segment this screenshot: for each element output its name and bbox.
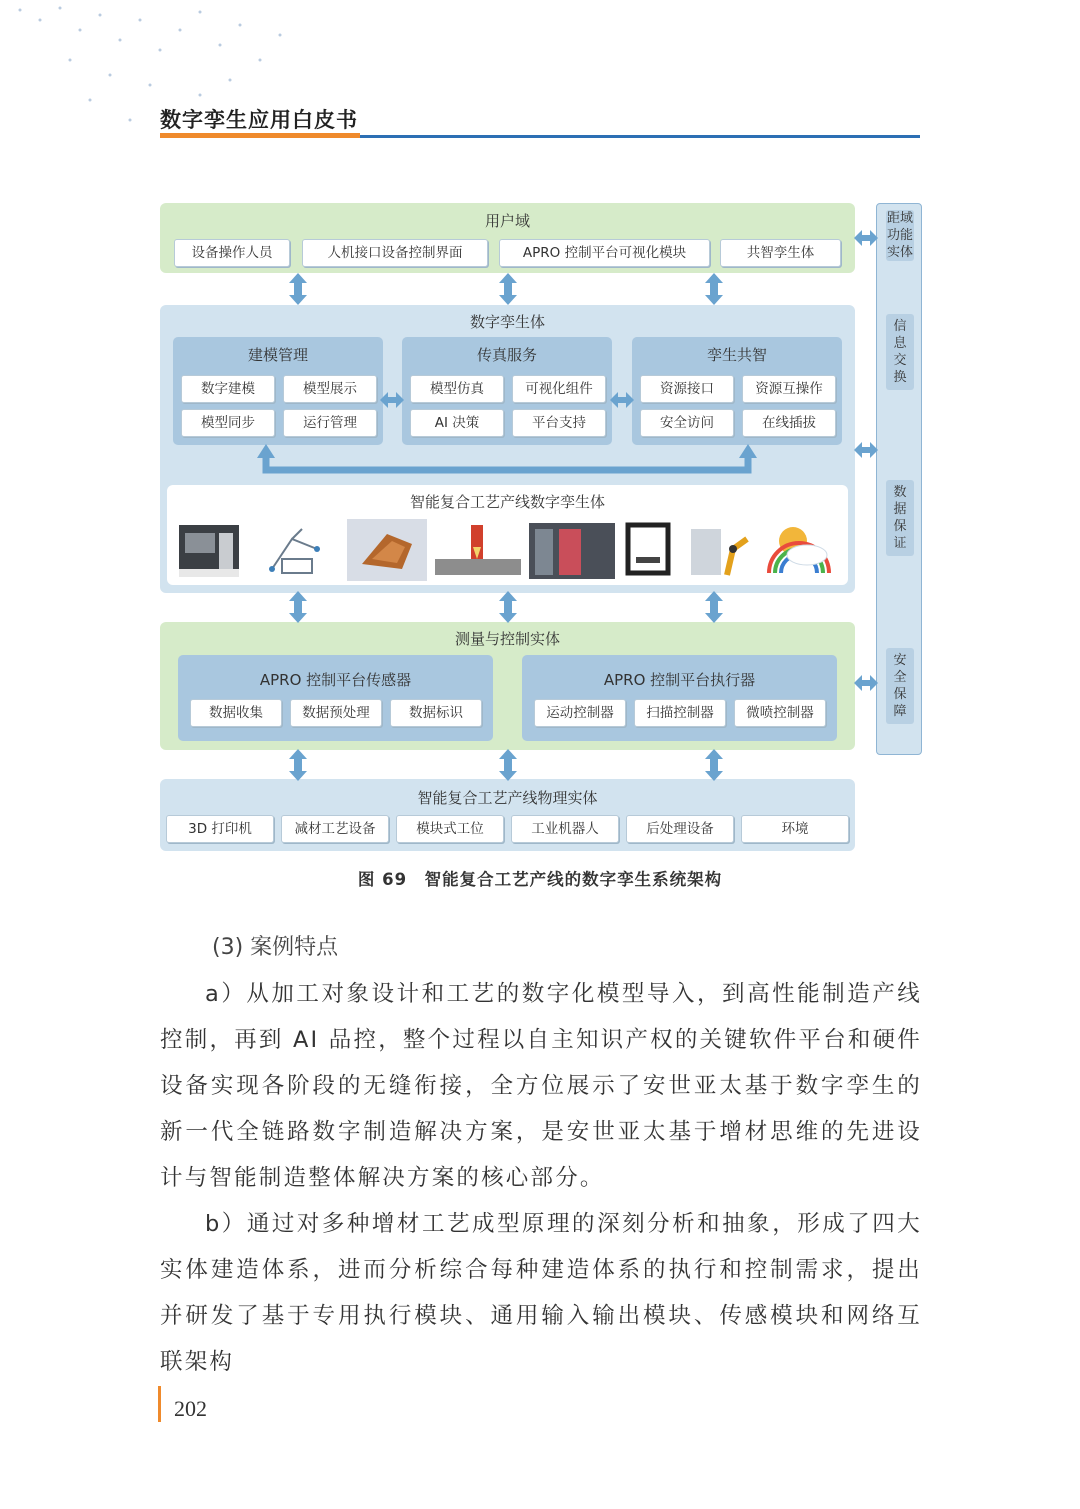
physical-item: 环境 [741,815,849,843]
twin-item: 模型同步 [181,409,275,437]
twin-item: 安全访问 [640,409,734,437]
side-item-security: 安全保障 [886,648,914,724]
up-down-arrow [289,749,307,781]
sensor-item: 数据标识 [390,699,482,727]
group-title: APRO 控制平台执行器 [603,671,756,689]
user-item: 人机接口设备控制界面 [302,239,488,267]
physical-item: 工业机器人 [511,815,619,843]
twin-item: 数字建模 [181,375,275,403]
physical-item: 模块式工位 [396,815,504,843]
group-title: 传真服务 [476,346,537,364]
twin-item: 资源接口 [640,375,734,403]
side-item-info-exchange: 信息交换 [886,314,914,390]
actuator-item: 扫描控制器 [634,699,726,727]
group-title: 建模管理 [247,346,308,364]
up-down-arrow [499,591,517,623]
left-right-arrow [854,442,878,458]
user-item: 共智孪生体 [720,239,841,267]
up-down-arrow [289,591,307,623]
page-number: 202 [174,1396,207,1421]
measure-control-title: 测量与控制实体 [454,630,560,648]
side-item-remote-function: 距域功能实体 [886,211,913,260]
section-title: (3) 案例特点 [212,935,339,960]
up-down-arrow [289,273,307,305]
production-line-title: 智能复合工艺产线数字孪生体 [409,493,605,511]
twin-item: 模型仿真 [410,375,504,403]
twin-item: 可视化组件 [512,375,606,403]
twin-item: 在线插拔 [742,409,836,437]
side-item-data-assurance: 数据保证 [886,480,914,556]
up-down-arrow [705,749,723,781]
left-right-arrow [610,392,634,408]
digital-twin-title: 数字孪生体 [469,313,545,331]
group-title: APRO 控制平台传感器 [259,671,412,689]
twin-item: 资源互操作 [742,375,836,403]
user-domain-title: 用户域 [484,212,530,230]
user-item: APRO 控制平台可视化模块 [499,239,710,267]
actuator-item: 运动控制器 [534,699,626,727]
up-down-arrow [499,273,517,305]
page-number-accent [158,1386,161,1422]
up-down-arrow [705,273,723,305]
twin-item: AI 决策 [410,409,504,437]
twin-item: 平台支持 [512,409,606,437]
figure-caption: 图 69 智能复合工艺产线的数字孪生系统架构 [357,870,723,889]
paragraph: b）通过对多种增材工艺成型原理的深刻分析和抽象，形成了四大实体建造体系，进而分析综合每种建造体系的执行和控制需求，提出并研发了基于专用执行模块、通用输入输出模块、传感模块和网络互联架构 [160,1211,922,1375]
physical-item: 3D 打印机 [166,815,274,843]
physical-item: 后处理设备 [626,815,734,843]
header-title: 数字孪生应用白皮书 [160,108,358,132]
sensor-item: 数据预处理 [290,699,382,727]
group-connector-arrow [257,444,757,470]
left-right-arrow [380,392,404,408]
paragraph: a）从加工对象设计和工艺的数字化模型导入，到高性能制造产线控制，再到 AI 品控，整个过程以自主知识产权的关键软件平台和硬件设备实现各阶段的无缝衔接，全方位展示了安世亚太基于数字孪生的新一代全链路数字制造解决方案，是安世亚太基于增材思维的先进设计与智能制造整体解决方案的核心部分。 [160,981,922,1191]
physical-entity-title: 智能复合工艺产线物理实体 [417,789,598,807]
actuator-item: 微喷控制器 [734,699,826,727]
left-right-arrow [854,230,878,246]
physical-item: 减材工艺设备 [281,815,389,843]
up-down-arrow [705,591,723,623]
twin-item: 运行管理 [283,409,377,437]
group-title: 孪生共智 [706,346,767,364]
left-right-arrow [854,675,878,691]
twin-item: 模型展示 [283,375,377,403]
user-item: 设备操作人员 [174,239,290,267]
sensor-item: 数据收集 [190,699,282,727]
up-down-arrow [499,749,517,781]
